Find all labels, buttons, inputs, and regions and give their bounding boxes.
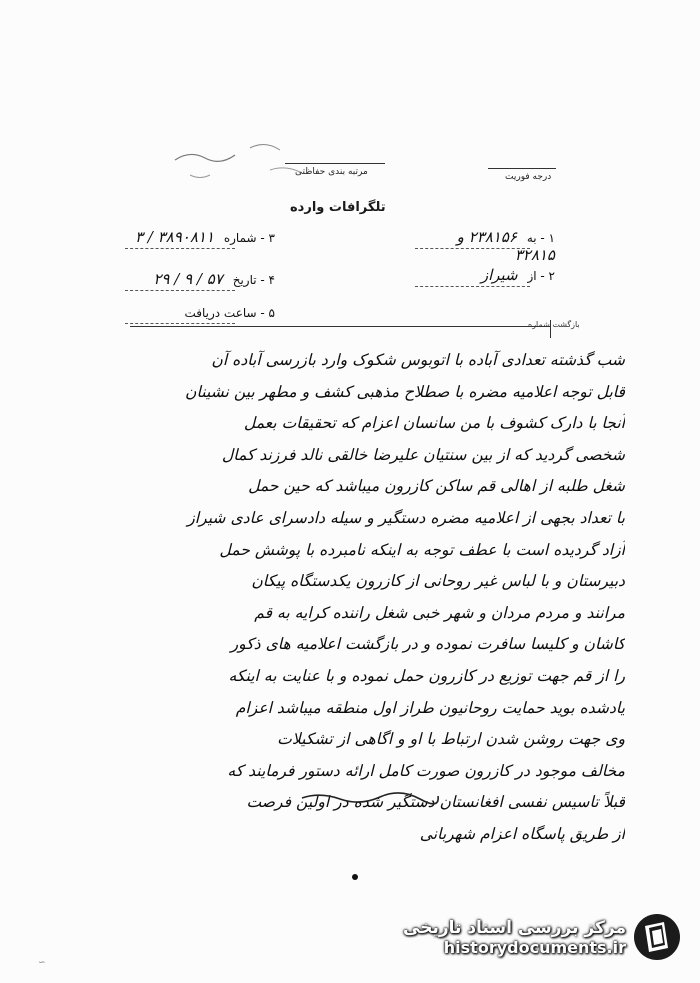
watermark-text [403, 918, 626, 957]
body-line: شب گذشته تعدادی آباده با اتوبوس شکوک وارد بازرسی آباده آن [211, 351, 625, 369]
watermark-url: historydocuments.ir [443, 937, 626, 957]
page-title: تلگرافات وارده [290, 200, 386, 215]
body-line: یادشده بوید حمایت روحانیون طراز اول منطقه میباشد اعزام [235, 698, 625, 717]
body-line: با تعداد بجهی از اعلامیه مضره دستگیر و سیله دادسرای عادی شیراز [187, 508, 625, 527]
watermark-title: مرکز بررسی اسناد تاریخی [403, 917, 626, 938]
margin-note: بازگشت شماره [528, 320, 580, 329]
document-center-logo-icon [632, 912, 682, 962]
body-line: شغل طلبه از اهالی قم ساکن کازرون میباشد که حین حمل [248, 477, 625, 496]
body-line: قبلاً تاسیس نفسی افغانستان دستگیر شده در اولین فرصت [246, 793, 625, 812]
number-field [415, 228, 555, 264]
row2-line-left [125, 290, 235, 291]
number-value: ۲۳۸۱۵۶ و ۳۲۸۱۵ [456, 228, 555, 264]
priority-label: درجه فوریت [505, 172, 552, 182]
serial-field [125, 228, 275, 246]
body-line: وی جهت روشن شدن ارتباط با او و اگاهی از تشکیلات [277, 730, 625, 749]
date-field [125, 270, 275, 288]
body-line: مرانند و مردم مردان و شهر خبی شغل راننده کرایه به قم [254, 603, 625, 622]
date-label: ۴ - تاریخ [232, 273, 275, 287]
header-separator [130, 326, 550, 327]
from-value: شیراز [480, 266, 518, 284]
ink-dot [352, 874, 358, 880]
number-label: ۱ - به [526, 231, 555, 245]
priority-underline [488, 168, 556, 169]
row1-line-right [415, 248, 530, 249]
body-line: آنجا با دارک کشوف با من سانسان اعزام که تحقیقات بعمل [243, 414, 625, 433]
row3-line [125, 323, 235, 324]
body-line: کاشان و کلیسا سافرت نموده و در بازگشت اعلامیه های ذکور [230, 635, 625, 654]
from-field [415, 266, 555, 284]
body-line: از طریق پاسگاه اعزام شهربانی [419, 824, 625, 843]
corner-scribble-icon: ∽ [38, 958, 46, 968]
classification-underline [285, 163, 385, 164]
serial-label: ۳ - شماره [223, 231, 275, 245]
row2-line-right [415, 286, 530, 287]
body-line: شخصی گردید که از بین سنتیان علیرضا خالقی نالد فرزند کمال [221, 445, 625, 464]
strike-scribble [300, 790, 440, 806]
body-line: قابل توجه اعلامیه مضره با صطلاح مذهبی کشف و مطهر بین نشینان [185, 382, 625, 401]
body-line: مخالف موجود در کازرون صورت کامل ارائه دستور فرمایند که [227, 761, 625, 780]
top-scribble [170, 120, 310, 190]
time-field [170, 306, 275, 320]
time-label: ۵ - ساعت دریافت [184, 306, 275, 320]
classification-label: مرتبه بندی حفاظتی [295, 167, 368, 177]
letter-body [120, 345, 625, 851]
from-label: ۲ - از [527, 269, 555, 283]
date-value: ۵۷ / ۹ / ۲۹ [153, 270, 223, 288]
body-line: را از قم جهت توزیع در کازرون حمل نموده و با عنایت به اینکه [228, 666, 625, 685]
body-line: آزاد گردیده است با عطف توجه به اینکه نامبرده با پوشش حمل [219, 540, 625, 559]
serial-value: ۳۸۹۰۸۱۱ / ۳ [134, 228, 215, 246]
watermark [403, 912, 682, 962]
body-line: دبیرستان و با لباس غیر روحانی از کازرون یکدستگاه پیکان [251, 572, 625, 591]
row1-line-left [125, 248, 235, 249]
